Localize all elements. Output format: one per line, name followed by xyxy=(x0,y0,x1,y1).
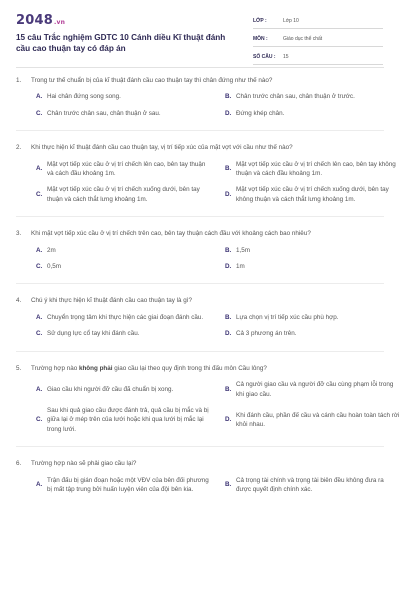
option-letter: B. xyxy=(225,246,232,254)
option-b[interactable] xyxy=(225,246,400,255)
option-a[interactable] xyxy=(36,160,211,179)
question-divider xyxy=(16,283,384,284)
site-logo[interactable] xyxy=(16,13,65,28)
option-text: Chân trước chân sau, chân thuận ở trước. xyxy=(236,93,355,101)
option-text: Hai chân đứng song song. xyxy=(47,93,121,101)
question-text: Trường hợp nào sẽ phải giao cầu lại? xyxy=(31,460,137,468)
option-letter: B. xyxy=(225,165,232,173)
question-stem xyxy=(16,143,384,152)
option-letter: B. xyxy=(225,93,232,101)
option-letter: C. xyxy=(36,330,43,338)
question-divider xyxy=(16,130,384,131)
option-text: Trận đấu bị gián đoạn hoặc một VĐV của bên đối phương bị mất tập trung bởi huấn luyện viên của đội bên kia. xyxy=(47,476,209,493)
option-letter: D. xyxy=(225,416,232,424)
meta-row-count xyxy=(253,50,383,65)
option-text: Mặt vợt tiếp xúc cầu ở vị trí chếch xuống dưới, bên tay thuận và cách thắt lưng khoảng 1m. xyxy=(47,186,200,203)
option-letter: C. xyxy=(36,191,43,199)
option-letter: C. xyxy=(36,416,43,424)
option-text: Cả người giao cầu và người đỡ cầu cùng phạm lỗi trong khi giao cầu. xyxy=(236,381,394,398)
option-letter: A. xyxy=(36,93,43,101)
option-letter: A. xyxy=(36,246,43,254)
question-divider xyxy=(16,351,384,352)
question-4 xyxy=(16,296,384,338)
options-grid xyxy=(16,92,372,118)
option-text: 2m xyxy=(47,246,56,254)
question-divider xyxy=(16,446,384,447)
option-a[interactable] xyxy=(36,246,211,255)
option-text: 1m xyxy=(236,263,245,271)
options-grid xyxy=(16,476,384,495)
question-divider xyxy=(16,216,384,217)
question-list xyxy=(16,76,400,506)
option-text: Sử dụng lực cổ tay khi đánh cầu. xyxy=(47,330,140,338)
option-text: Chân trước chân sau, chân thuận ở sau. xyxy=(47,109,161,117)
document-meta xyxy=(253,14,383,68)
question-number: 1. xyxy=(16,77,22,84)
option-text: Mặt vợt tiếp xúc cầu ở vị trí chếch lên cao, bên tay không thuận và cách đầu khoảng 1m. xyxy=(236,160,396,178)
option-text: Giao cầu khi người đỡ cầu đã chuẩn bị xong. xyxy=(47,385,174,393)
logo-text: 2048 xyxy=(16,13,53,28)
option-letter: D. xyxy=(225,191,232,199)
option-text: Cả 3 phương án trên. xyxy=(236,330,297,338)
meta-row-subject xyxy=(253,32,383,47)
option-letter: B. xyxy=(225,385,232,393)
option-b[interactable] xyxy=(225,476,400,495)
option-c[interactable] xyxy=(36,406,211,434)
option-b[interactable] xyxy=(225,380,400,399)
question-text: Khi thực hiện kĩ thuật đánh cầu cao thuận tay, vị trí tiếp xúc của mặt vợt với cầu như thế nào? xyxy=(31,144,293,152)
question-5 xyxy=(16,364,400,434)
question-stem xyxy=(16,76,384,85)
option-text: Cả trọng tài chính và trọng tài biên đều không đưa ra được quyết định chính xác. xyxy=(236,476,384,493)
option-text: 0,5m xyxy=(47,263,61,271)
options-grid xyxy=(16,313,372,339)
option-letter: A. xyxy=(36,313,43,321)
question-text: Trong tư thế chuẩn bị của kĩ thuật đánh cầu cao thuận tay thì chân đứng như thế nào? xyxy=(31,77,273,84)
question-2 xyxy=(16,143,396,204)
option-letter: A. xyxy=(36,481,43,489)
question-3 xyxy=(16,229,384,271)
question-text-after: giao cầu lại theo quy định trong thi đấu môn Cầu lông? xyxy=(112,364,267,372)
question-6 xyxy=(16,459,384,494)
option-text: Khi đánh cầu, phần đế cầu và cánh cầu hoàn toàn tách rời khỏi nhau. xyxy=(236,411,400,429)
meta-key: SỐ CÂU : xyxy=(253,54,276,60)
question-number: 3. xyxy=(16,230,22,238)
meta-key: MÔN : xyxy=(253,36,268,42)
question-number: 5. xyxy=(16,364,22,372)
option-text: 1,5m xyxy=(236,246,250,254)
question-stem xyxy=(16,296,384,305)
question-stem xyxy=(16,459,384,468)
header-divider xyxy=(16,67,384,68)
option-text: Mặt vợt tiếp xúc cầu ở vị trí chếch xuống dưới, bên tay không thuận và cách thắt lưng khoảng 1m. xyxy=(236,186,389,203)
option-letter: B. xyxy=(225,313,232,321)
option-a[interactable] xyxy=(36,313,211,322)
meta-key: LỚP : xyxy=(253,18,267,24)
option-b[interactable] xyxy=(225,160,400,179)
option-a[interactable] xyxy=(36,380,211,399)
option-d[interactable] xyxy=(225,109,400,118)
option-letter: A. xyxy=(36,385,43,393)
question-text xyxy=(31,364,384,373)
option-letter: D. xyxy=(225,330,232,338)
option-letter: D. xyxy=(225,109,232,117)
logo-suffix: .vn xyxy=(53,19,66,26)
question-number: 2. xyxy=(16,144,22,152)
option-text: Mặt vợt tiếp xúc cầu ở vị trí chếch lên cao, bên tay thuận và cách đầu khoảng 1m. xyxy=(47,160,206,178)
option-c[interactable] xyxy=(36,329,211,338)
question-text: Chú ý khi thực hiện kĩ thuật đánh cầu cao thuận tay là gì? xyxy=(31,297,193,305)
question-number: 6. xyxy=(16,460,22,468)
option-text: Sau khi quả giao cầu được đánh trả, quả cầu bị mắc và bị giữa lại ở mép trên của lưới hoặc khi qua lưới bị mắc lại trong lưới. xyxy=(47,406,209,433)
question-stem xyxy=(16,229,384,238)
document-title: 15 câu Trắc nghiệm GDTC 10 Cánh diều Kĩ thuật đánh cầu cao thuận tay có đáp án xyxy=(16,33,226,53)
meta-row-grade xyxy=(253,14,383,29)
option-letter: C. xyxy=(36,263,43,271)
meta-value: Giáo dục thể chất xyxy=(283,36,323,42)
option-letter: A. xyxy=(36,165,43,173)
options-grid xyxy=(16,160,396,205)
option-c[interactable] xyxy=(36,109,211,118)
options-grid xyxy=(16,246,372,272)
option-c[interactable] xyxy=(36,185,211,204)
question-text-emphasis: không phải xyxy=(78,364,113,372)
option-c[interactable] xyxy=(36,262,211,271)
option-text: Chuyển trọng tâm khi thực hiện các giai đoạn đánh cầu. xyxy=(47,313,204,321)
option-text: Lựa chọn vị trí tiếp xúc cầu phù hợp. xyxy=(236,313,339,321)
question-stem xyxy=(16,364,384,373)
option-text: Đứng khép chân. xyxy=(236,109,285,117)
question-number: 4. xyxy=(16,297,22,305)
meta-value: Lớp 10 xyxy=(283,18,299,24)
option-a[interactable] xyxy=(36,92,211,101)
question-text-before: Trường hợp nào xyxy=(31,364,79,372)
options-grid xyxy=(16,380,400,434)
question-text: Khi mặt vợt tiếp xúc cầu ở vị trí chếch trên cao, bên tay thuận cách đầu với khoảng cách bao nhiêu? xyxy=(31,230,311,238)
question-1 xyxy=(16,76,384,118)
page-header xyxy=(0,0,400,60)
option-d[interactable] xyxy=(225,329,400,338)
option-letter: B. xyxy=(225,481,232,489)
option-letter: C. xyxy=(36,109,43,117)
option-d[interactable] xyxy=(225,262,400,271)
option-a[interactable] xyxy=(36,476,211,495)
option-d[interactable] xyxy=(225,406,400,434)
option-d[interactable] xyxy=(225,185,400,204)
option-b[interactable] xyxy=(225,313,400,322)
option-b[interactable] xyxy=(225,92,400,101)
option-letter: D. xyxy=(225,263,232,271)
meta-value: 15 xyxy=(283,54,289,60)
